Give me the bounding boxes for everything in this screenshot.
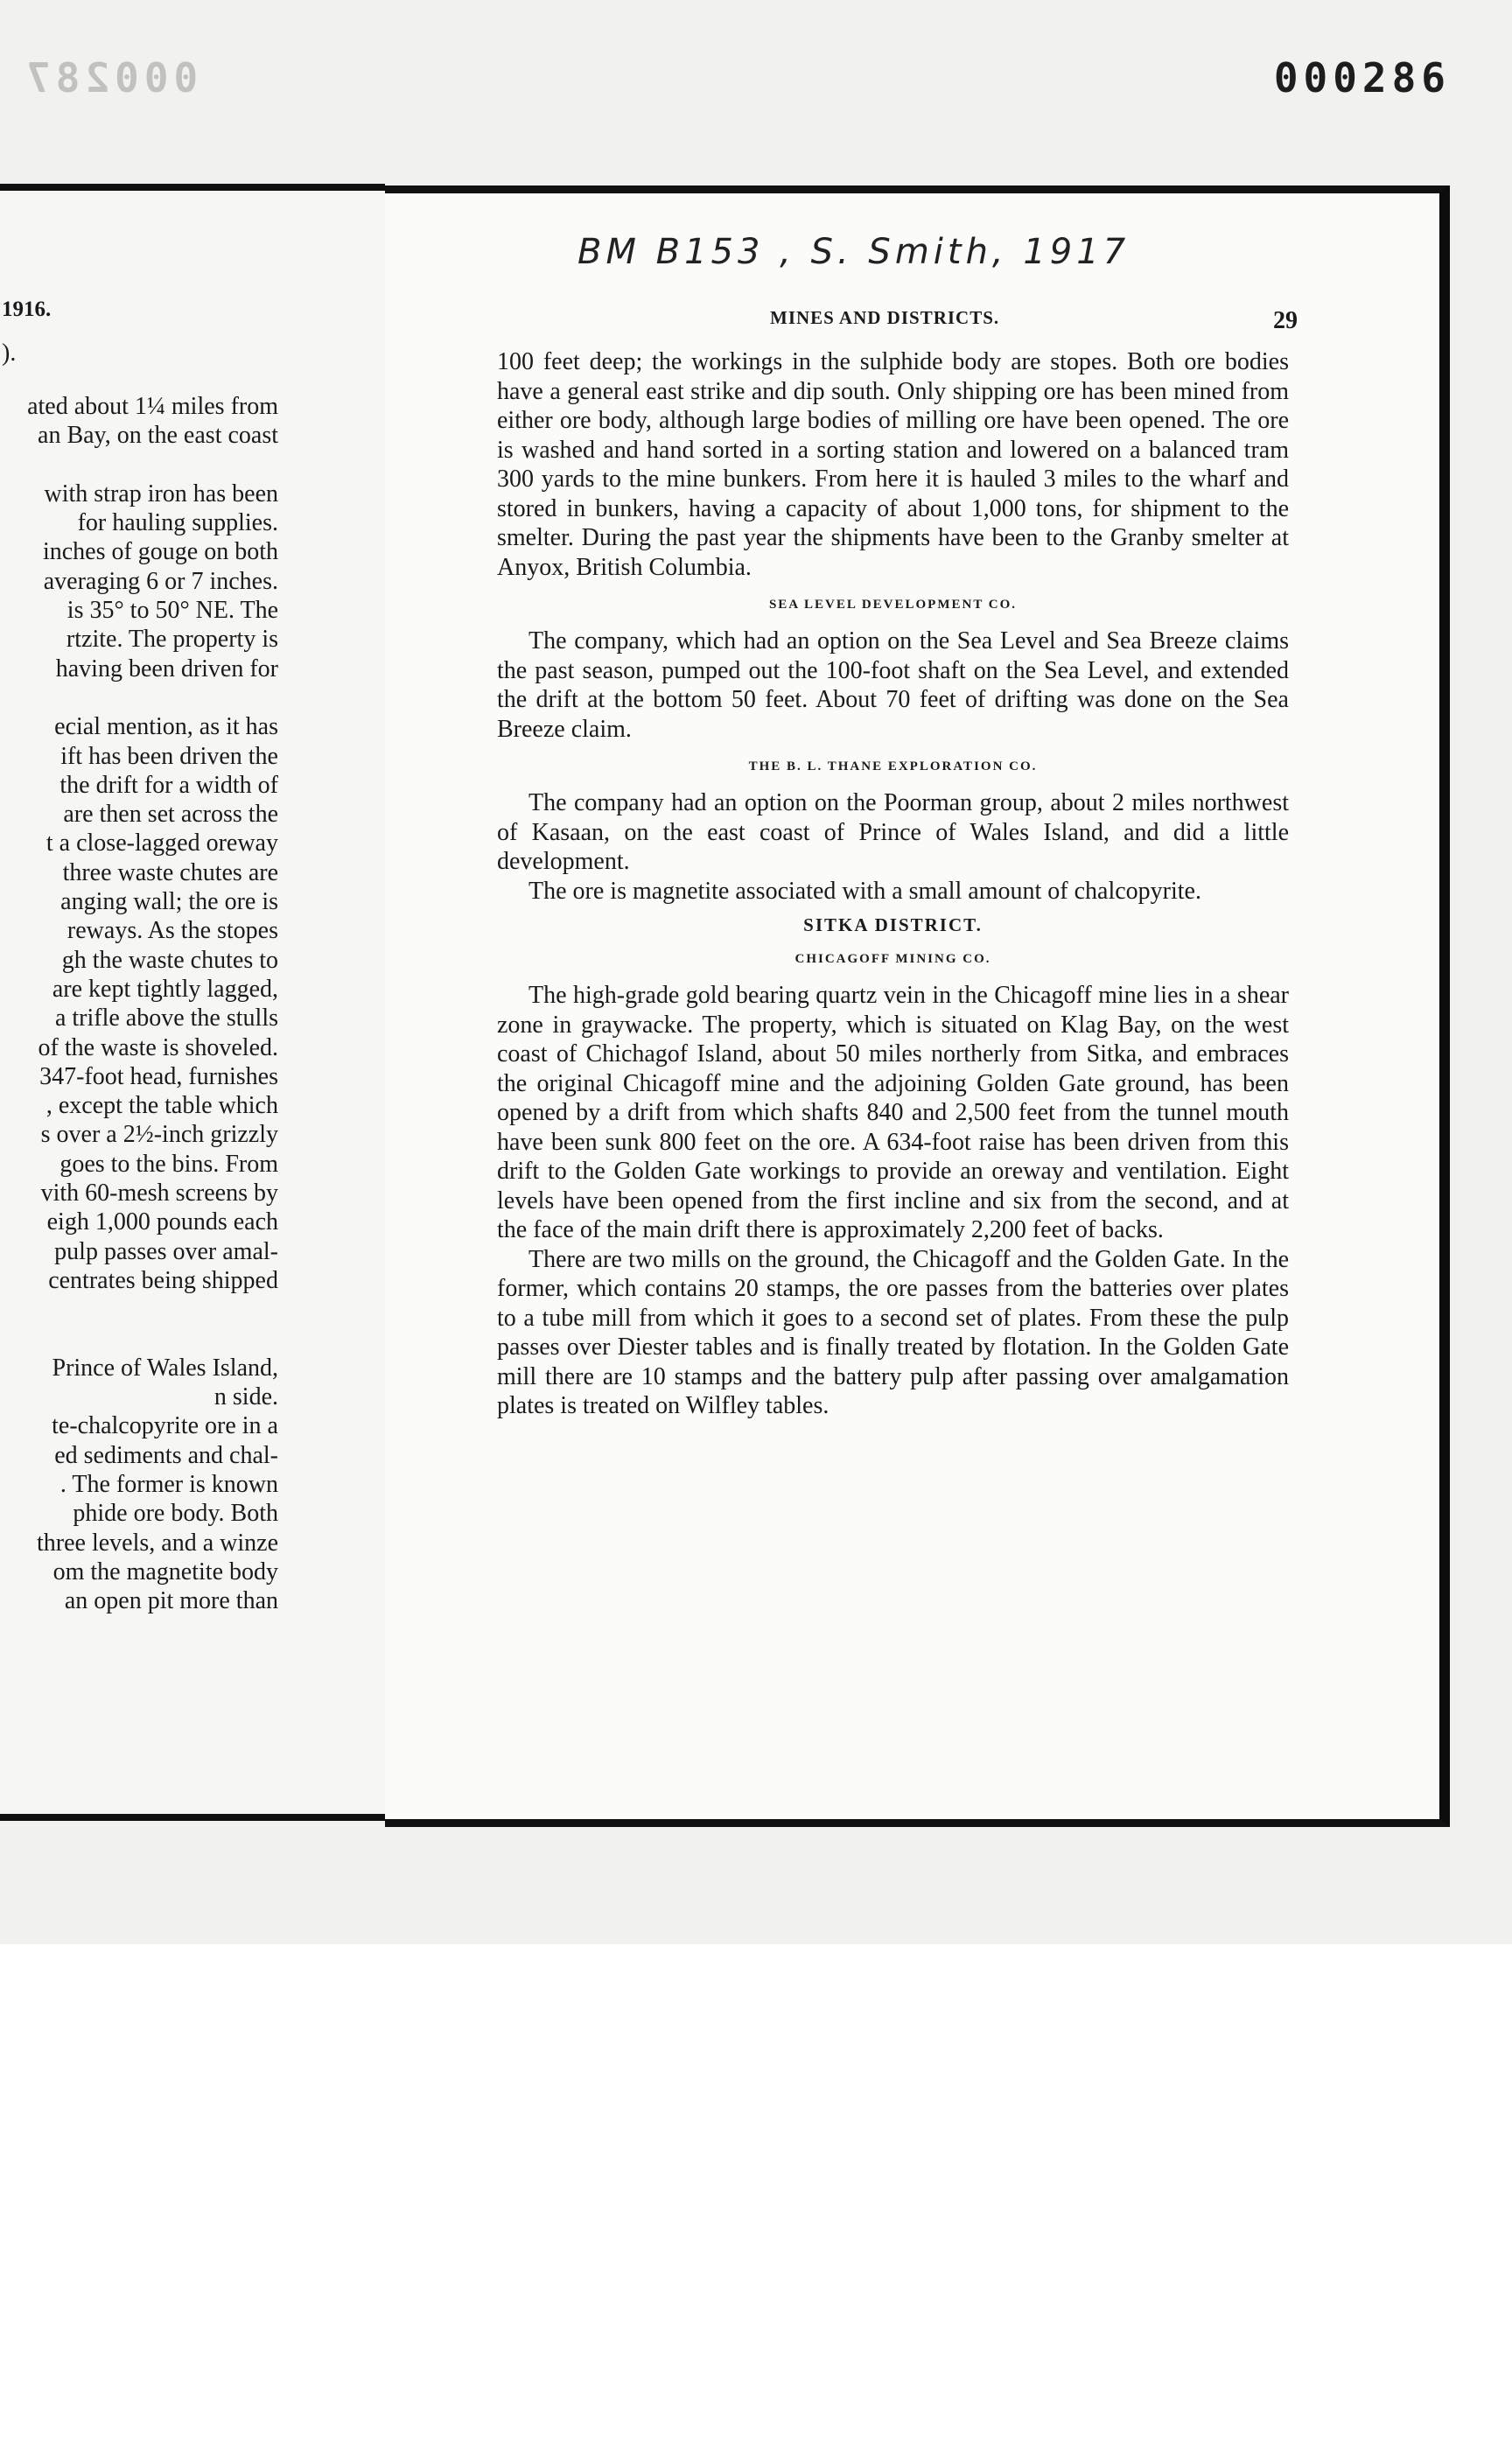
right-page	[385, 186, 1450, 1827]
left-page-line: an open pit more than	[64, 1587, 278, 1615]
left-page-line: ecial mention, as it has	[54, 713, 278, 741]
left-page-text-lines	[27, 392, 278, 1615]
stamp-number: 000286	[1273, 54, 1451, 102]
left-page-fragment: ).	[2, 340, 17, 367]
left-facing-page	[0, 184, 385, 1821]
left-page-line: of the waste is shoveled.	[38, 1033, 278, 1061]
left-page-line: a trifle above the stulls	[54, 1004, 278, 1032]
paragraph-continuation: 100 feet deep; the workings in the sulphide body are stopes. Both ore bodies have a general east strike and dip south. Only shipping ore has been mined from either ore body, although large bodies of milling ore have been opened. The ore is washed and hand sorted in a sorting station and lowered on a balanced tram 300 yards to the mine bunkers. From here it is hauled 3 miles to the wharf and stored in bunkers, having a capacity of about 1,000 tons, for shipment to the smelter. During the past year the shipments have been to the Granby smelter at Anyox, British Columbia.	[497, 348, 1289, 581]
left-page-line: ated about 1¼ miles from	[27, 393, 278, 420]
left-page-line: s over a 2½-inch grizzly	[40, 1121, 278, 1149]
paragraph-thane-1: The company had an option on the Poorman group, about 2 miles northwest of Kasaan, on the east coast of Prince of Wales Island, and did a little development.	[497, 789, 1289, 875]
left-page-line: are kept tightly lagged,	[52, 975, 278, 1003]
left-page-line: Prince of Wales Island,	[52, 1354, 278, 1382]
left-page-line: is 35° to 50° NE. The	[66, 597, 278, 625]
left-page-line	[27, 683, 278, 712]
paragraph-chicagoff-2: There are two mills on the ground, the Chicagoff and the Golden Gate. In the former, which contains 20 stamps, the ore passes from the batteries over plates to a tube mill from which it goes to a second set of plates. From these the pulp passes over Diester tables and is finally treated by flotation. In the Golden Gate mill there are 10 stamps and the battery pulp after passing over amalgamation plates is treated on Wilfley tables.	[497, 1245, 1289, 1419]
heading-chicagoff: CHICAGOFF MINING CO.	[794, 952, 991, 966]
left-page-line: te-chalcopyrite ore in a	[52, 1412, 278, 1440]
left-page-line: ed sediments and chal-	[54, 1441, 278, 1469]
left-page-line: t a close-lagged oreway	[46, 830, 278, 858]
left-page-line: goes to the bins. From	[60, 1150, 278, 1178]
text-column	[497, 347, 1289, 1421]
left-page-line	[27, 451, 278, 480]
page-number: 29	[1273, 307, 1298, 334]
left-page-line: phide ore body. Both	[73, 1500, 278, 1528]
left-page-line: pulp passes over amal-	[54, 1237, 278, 1265]
left-page-line: 347-foot head, furnishes	[39, 1062, 278, 1090]
paragraph-sea-level: The company, which had an option on the Sea Level and Sea Breeze claims the past season, pumped out the 100-foot shaft on the Sea Level, and extended the drift at the bottom 50 feet. About 70 feet of drifting was done on the Sea Breeze claim.	[497, 627, 1289, 743]
left-page-line: reways. As the stopes	[66, 917, 278, 945]
left-page-line: an Bay, on the east coast	[38, 422, 278, 450]
heading-sea-level: SEA LEVEL DEVELOPMENT CO.	[768, 598, 1018, 612]
running-head: MINES AND DISTRICTS.	[770, 307, 1000, 328]
left-page-line: three levels, and a winze	[37, 1529, 278, 1557]
heading-sitka-district: SITKA DISTRICT.	[803, 914, 983, 935]
left-page-line: om the magnetite body	[52, 1558, 278, 1586]
left-page-line	[27, 1325, 278, 1354]
left-page-line: with strap iron has been	[44, 480, 278, 508]
left-page-line: n side.	[214, 1383, 278, 1411]
left-page-line: vith 60-mesh screens by	[40, 1180, 278, 1208]
left-page-line	[27, 1295, 278, 1324]
left-page-line: eigh 1,000 pounds each	[46, 1208, 278, 1236]
left-page-line: ift has been driven the	[60, 742, 278, 770]
paragraph-chicagoff-1: The high-grade gold bearing quartz vein in the Chicagoff mine lies in a shear zone in graywacke. The property, which is situated on Klag Bay, on the west coast of Chichagof Island, about 50 miles northerly from Sitka, and embraces the original Chicagoff mine and the adjoining Golden Gate ground, has been opened by a drift from which shafts 840 and 2,500 feet from the tunnel mouth have been sunk 800 feet on the ore. A 634-foot raise has been driven from this drift to the Golden Gate workings to provide an oreway and ventilation. Eight levels have been opened from the first incline and six from the second, and at the face of the main drift there is approximately 2,200 feet of backs.	[497, 982, 1289, 1243]
left-page-line: inches of gouge on both	[42, 538, 278, 566]
left-page-line: . The former is known	[60, 1470, 278, 1498]
handwritten-annotation: BM B153 , S. Smith, 1917	[578, 232, 1130, 272]
left-page-line: anging wall; the ore is	[60, 888, 278, 916]
left-page-line: gh the waste chutes to	[61, 946, 278, 974]
left-page-line: averaging 6 or 7 inches.	[43, 567, 278, 595]
left-page-line: centrates being shipped	[48, 1266, 278, 1294]
paragraph-thane-2: The ore is magnetite associated with a small amount of chalcopyrite.	[528, 877, 1201, 905]
left-page-line: the drift for a width of	[60, 771, 278, 799]
left-page-line: for hauling supplies.	[77, 509, 278, 537]
left-page-line: having been driven for	[55, 654, 278, 682]
heading-thane: THE B. L. THANE EXPLORATION CO.	[748, 760, 1038, 774]
left-page-line: three waste chutes are	[62, 858, 278, 886]
left-page-line: rtzite. The property is	[66, 626, 278, 654]
left-page-year: 1916.	[2, 298, 52, 321]
left-page-line: , except the table which	[46, 1092, 278, 1120]
mirrored-stamp-number: 000287	[21, 54, 199, 102]
left-page-line: are then set across the	[63, 801, 278, 829]
